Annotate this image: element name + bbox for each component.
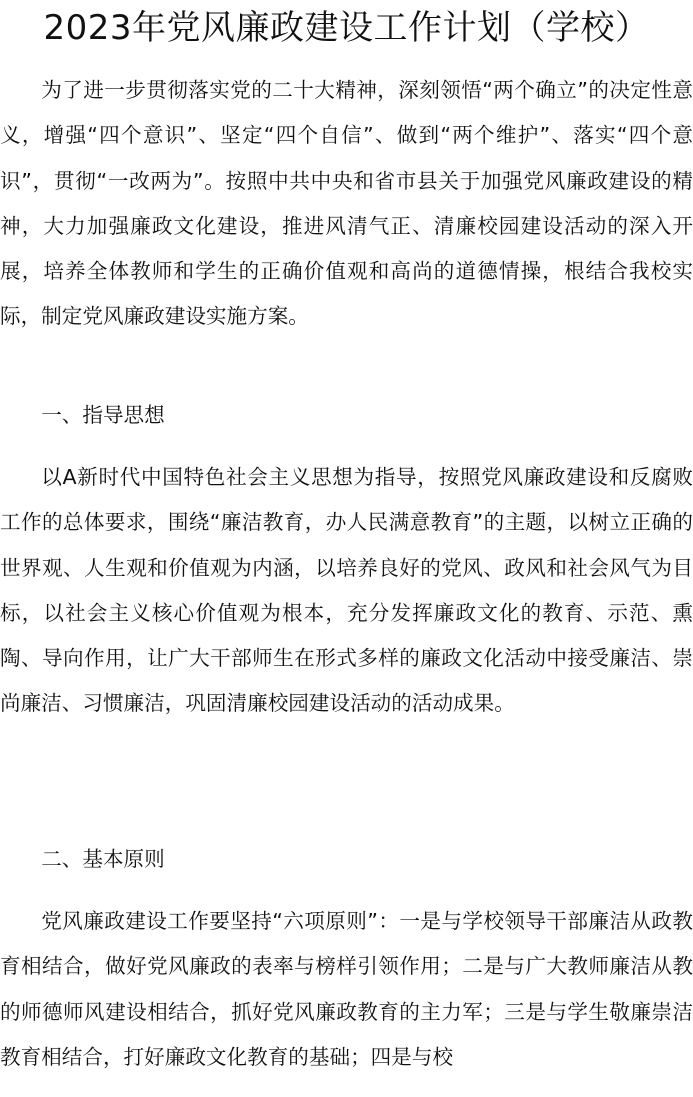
paragraph-basic-principles: 党风廉政建设工作要坚持“六项原则”：一是与学校领导干部廉洁从政教育相结合，做好党风廉政的表率与榜样引领作用；二是与广大教师廉洁从教的师德师风建设相结合，抓好党风廉政教育的主力军；三是与学生敬廉崇洁教育相结合，打好廉政文化教育的基础；四是与校 — [0, 909, 693, 1069]
section-heading-guiding-ideology: 一、指导思想 — [41, 403, 165, 427]
section-heading-basic-principles: 二、基本原则 — [41, 847, 165, 871]
paragraph-guiding-ideology: 以A新时代中国特色社会主义思想为指导，按照党风廉政建设和反腐败工作的总体要求，围绕“廉洁教育，办人民满意教育”的主题，以树立正确的世界观、人生观和价值观为内涵，以培养良好的党风、政风和社会风气为目标，以社会主义核心价值观为根本，充分发挥廉政文化的教育、示范、熏陶、导向作用，让广大干部师生在形式多样的廉政文化活动中接受廉洁、崇尚廉洁、习惯廉洁，巩固清廉校园建设活动的活动成果。 — [0, 465, 693, 716]
paragraph-intro: 为了进一步贯彻落实党的二十大精神，深刻领悟“两个确立”的决定性意义，增强“四个意识”、坚定“四个自信”、做到“两个维护”、落实“四个意识”，贯彻“一改两为”。按照中共中央和省市县关于加强党风廉政建设的精神，大力加强廉政文化建设，推进风清气正、清廉校园建设活动的深入开展，培养全体教师和学生的正确价值观和高尚的道德情操，根结合我校实际，制定党风廉政建设实施方案。 — [0, 78, 693, 329]
document-title: 2023年党风廉政建设工作计划（学校） — [43, 8, 650, 48]
